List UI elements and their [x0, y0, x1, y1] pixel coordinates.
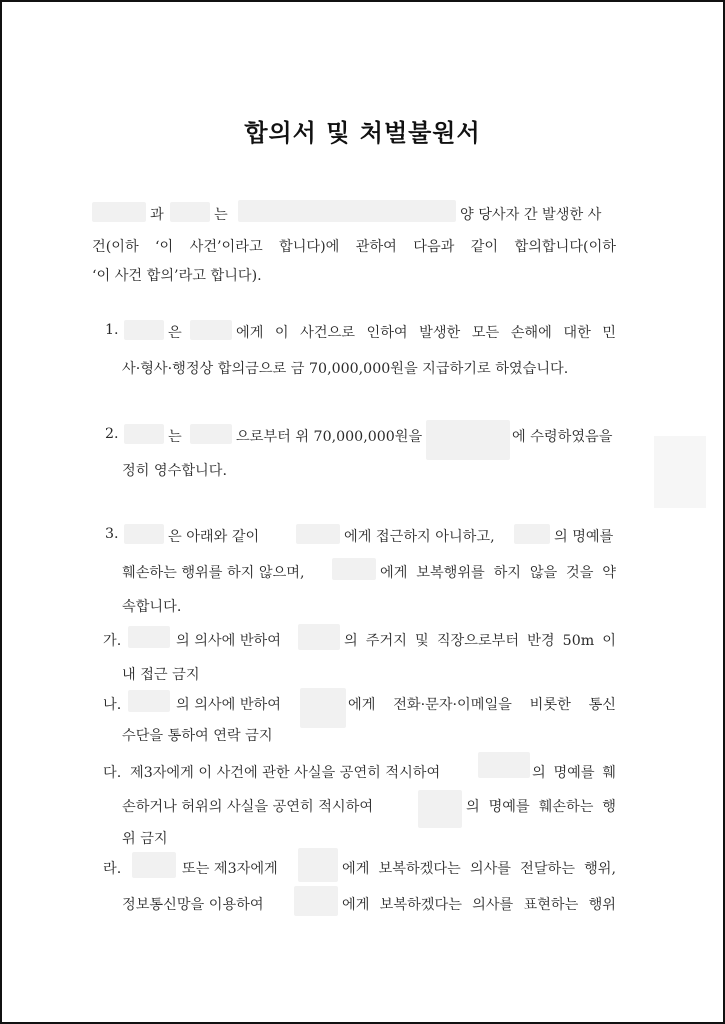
sub-item-text: 위 금지: [122, 831, 168, 847]
document-title: 합의서 및 처벌불원서: [244, 118, 481, 147]
item-text: 훼손하는 행위를 하지 않으며,: [122, 565, 305, 581]
redacted-name: [296, 524, 340, 544]
redacted-date: [426, 420, 510, 460]
sub-item-marker: 가.: [103, 633, 122, 649]
redacted-name: [124, 524, 164, 544]
item-text: 의 명예를: [554, 529, 614, 545]
item-text: 에게 이 사건으로 인하여 발생한 모든 손해에 대한 민: [236, 325, 616, 341]
redacted-name: [124, 320, 164, 340]
intro-text: 는: [214, 207, 228, 223]
sub-item-text: 손하거나 허위의 사실을 공연히 적시하여: [122, 799, 374, 815]
item-text: 에게 접근하지 아니하고,: [344, 529, 495, 545]
redacted-name: [294, 886, 338, 916]
intro-text: 건(이하 ‘이 사건’이라고 합니다)에 관하여 다음과 같이 합의합니다(이하: [92, 239, 616, 255]
sub-item-text: 에게 전화·문자·이메일을 비롯한 통신: [348, 697, 616, 713]
intro-text: 양 당사자 간 발생한 사: [460, 207, 602, 223]
item-text: 에게 보복행위를 하지 않을 것을 약: [380, 565, 616, 581]
redacted-name: [332, 558, 376, 580]
item-text: 에 수령하였음을: [512, 429, 613, 445]
sub-item-text: 의 의사에 반하여: [176, 697, 281, 713]
redacted-name: [298, 848, 338, 882]
sub-item-text: 정보통신망을 이용하여: [122, 897, 264, 913]
sub-item-text: 수단을 통하여 연락 금지: [122, 728, 273, 744]
sub-item-text: 제3자에게 이 사건에 관한 사실을 공연히 적시하여: [130, 765, 441, 781]
scan-artifact: [654, 436, 706, 508]
redacted-name: [300, 688, 346, 728]
redacted-name: [128, 626, 170, 648]
sub-item-marker: 나.: [103, 697, 122, 713]
redacted-name: [190, 424, 232, 444]
redacted-case: [238, 200, 456, 222]
redacted-name: [132, 852, 176, 878]
redacted-party-a: [92, 202, 146, 222]
item-number: 1.: [105, 322, 119, 338]
redacted-name: [298, 624, 340, 650]
sub-item-text: 에게 보복하겠다는 의사를 전달하는 행위,: [342, 861, 616, 877]
redacted-name: [478, 752, 530, 778]
sub-item-text: 또는 제3자에게: [182, 861, 278, 877]
item-text: 사·형사·행정상 합의금으로 금 70,000,000원을 지급하기로 하였습니다.: [122, 361, 569, 377]
sub-item-text: 의 명예를 훼손하는 행: [466, 799, 616, 815]
intro-text: ‘이 사건 합의’라고 합니다).: [92, 268, 262, 284]
sub-item-text: 의 명예를 훼: [532, 765, 616, 781]
item-number: 2.: [105, 426, 119, 442]
intro-text: 과: [150, 207, 164, 223]
redacted-name: [124, 424, 164, 444]
redacted-name: [514, 524, 550, 544]
sub-item-marker: 다.: [103, 765, 122, 781]
item-text: 은 아래와 같이: [168, 529, 260, 545]
sub-item-text: 에게 보복하겠다는 의사를 표현하는 행위: [342, 897, 616, 913]
redacted-name: [128, 690, 170, 712]
sub-item-text: 내 접근 금지: [122, 667, 200, 683]
item-text: 으로부터 위 70,000,000원을: [236, 429, 423, 445]
sub-item-text: 의 의사에 반하여: [176, 633, 281, 649]
redacted-party-b: [170, 202, 210, 222]
sub-item-text: 의 주거지 및 직장으로부터 반경 50m 이: [344, 633, 616, 649]
redacted-name: [190, 320, 232, 340]
item-text: 정히 영수합니다.: [122, 463, 227, 479]
item-text: 은: [168, 325, 182, 341]
item-text: 속합니다.: [122, 599, 182, 615]
item-text: 는: [168, 429, 182, 445]
item-number: 3.: [105, 526, 119, 542]
sub-item-marker: 라.: [103, 861, 122, 877]
redacted-name: [418, 790, 462, 828]
